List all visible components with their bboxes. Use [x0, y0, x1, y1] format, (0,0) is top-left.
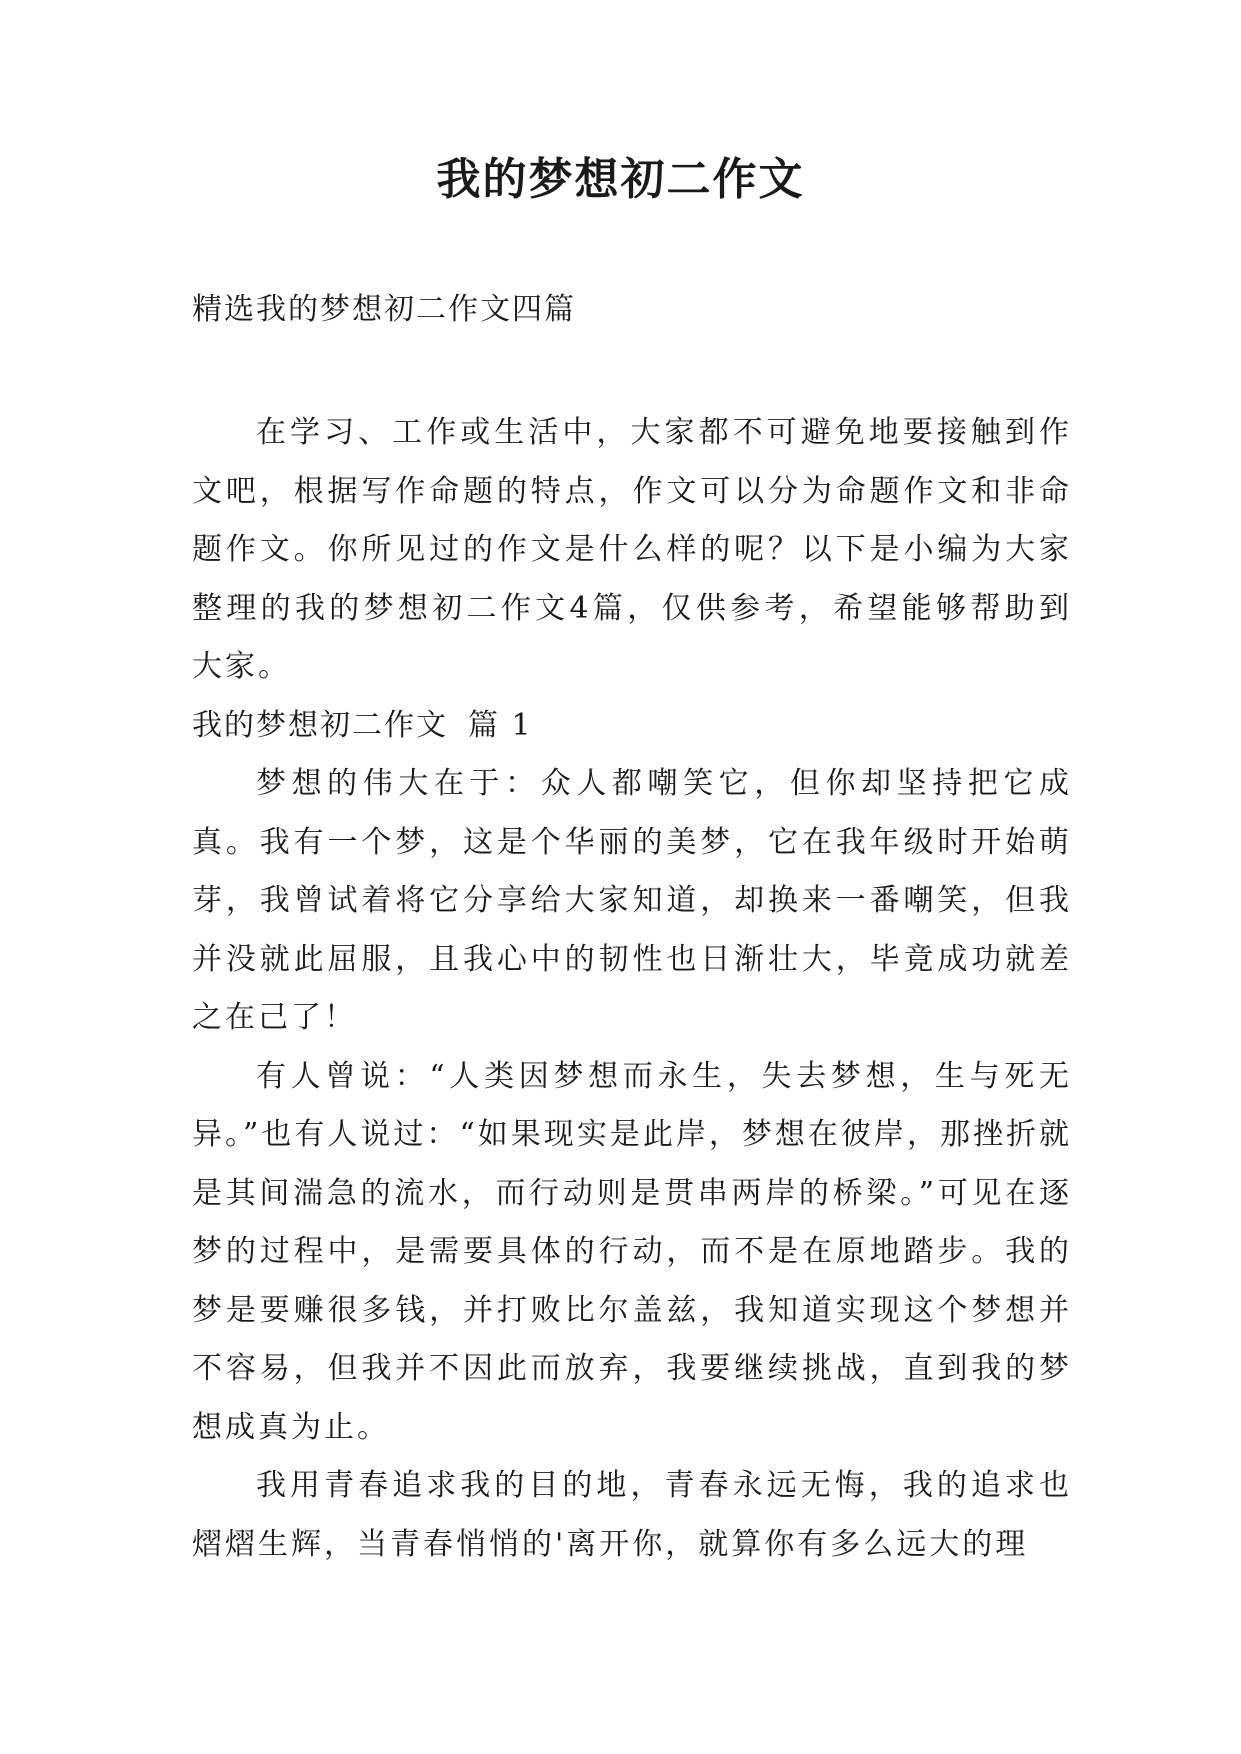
section-heading-title: 我的梦想初二作文: [192, 707, 448, 743]
section-heading-part: 篇 1: [468, 707, 533, 743]
document-title: 我的梦想初二作文: [436, 154, 805, 205]
intro-paragraph: 在学习、工作或生活中，大家都不可避免地要接触到作文吧，根据写作命题的特点，作文可以分为命题作文和非命题作文。你所见过的作文是什么样的呢？以下是小编为大家整理的我的梦想初二作文4篇，仅供参考，希望能够帮助到大家。: [192, 415, 1072, 684]
document-subtitle: 精选我的梦想初二作文四篇: [192, 292, 576, 327]
section-heading: [192, 697, 1072, 756]
body-paragraph-2: 有人曾说：“人类因梦想而永生，失去梦想，生与死无异。”也有人说过：“如果现实是此岸，梦想在彼岸，那挫折就是其间湍急的流水，而行动则是贯串两岸的桥梁。”可见在逐梦的过程中，是需要具体的行动，而不是在原地踏步。我的梦是要赚很多钱，并打败比尔盖兹，我知道实现这个梦想并不容易，但我并不因此而放弃，我要继续挑战，直到我的梦想成真为止。: [192, 1058, 1072, 1445]
body-paragraph-1: 梦想的伟大在于：众人都嘲笑它，但你却坚持把它成真。我有一个梦，这是个华丽的美梦，它在我年级时开始萌芽，我曾试着将它分享给大家知道，却换来一番嘲笑，但我并没就此屈服，且我心中的韧性也日渐壮大，毕竟成功就差之在己了！: [192, 766, 1072, 1035]
document-body: [192, 404, 1072, 1574]
body-paragraph-3: 我用青春追求我的目的地，青春永远无悔，我的追求也熠熠生辉，当青春悄悄的'离开你，就算你有多么远大的理: [192, 1468, 1072, 1562]
